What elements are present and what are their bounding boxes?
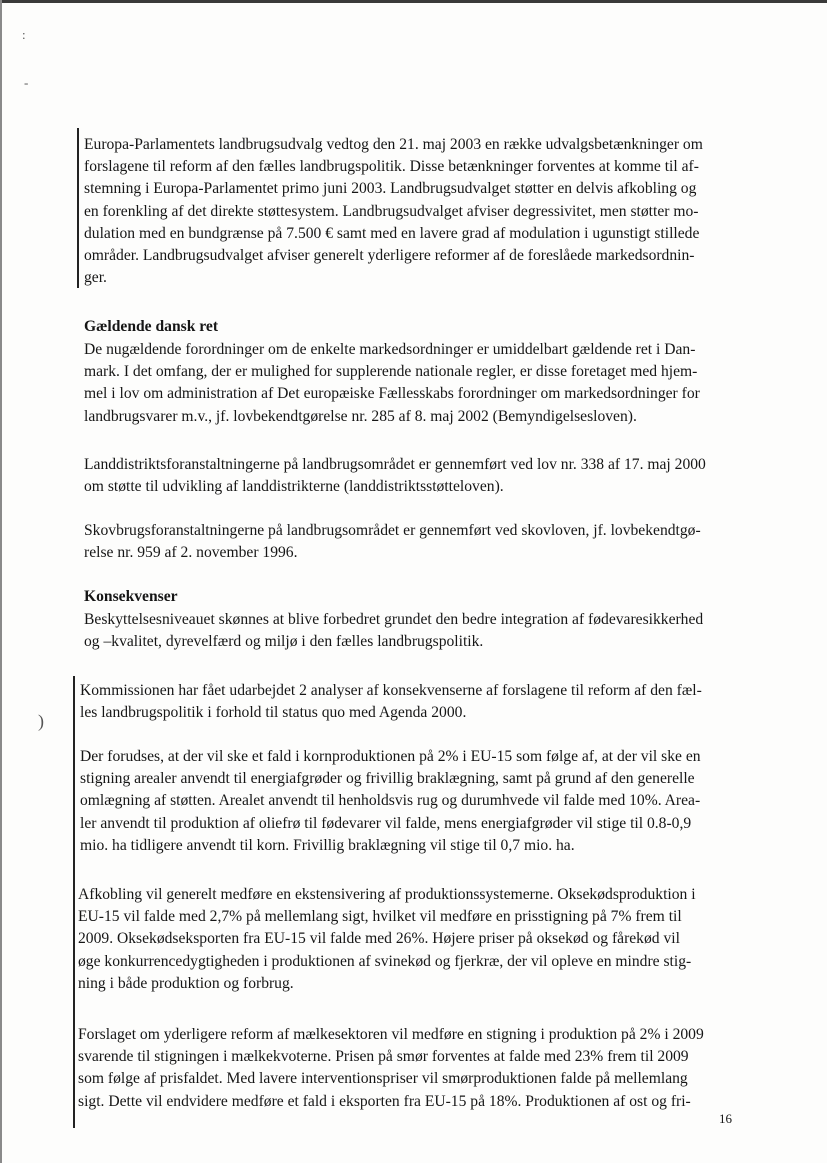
text-line: landbrugsvarer m.v., jf. lovbekendtgørelse nr. 285 af 8. maj 2002 (Bemyndigelsesloven). [84,407,637,425]
text-line: EU-15 vil falde med 2,7% på mellemlang sigt, hvilket vil medføre en prisstigning på 7% frem til [78,908,682,926]
heading-gaeldende-dansk-ret: Gældende dansk ret [84,318,219,335]
text-line: relse nr. 959 af 2. november 1996. [84,544,298,562]
text-line: områder. Landbrugsudvalget afviser generelt yderligere reformer af de foreslåede markedsordnin- [84,247,695,265]
text-line: en forenkling af det direkte støttesystem. Landbrugsudvalget afviser degressivitet, men støtter mo- [84,202,699,220]
text-line: mel i lov om administration af Det europæiske Fællesskabs forordninger om markedsordninger for [84,385,700,403]
konsekvenser-paragraph-2 [80,680,702,724]
text-line: mark. I det omfang, der er mulighed for supplerende nationale regler, er disse foretaget med hjem- [84,363,698,381]
text-line: dulation med en bundgrænse på 7.500 € samt med en lavere grad af modulation i ugunstigt stillede [84,224,700,242]
text-line: Beskyttelsesniveauet skønnes at blive forbedret grundet den bedre integration af fødevaresikkerhed [84,611,704,628]
text-line: 2009. Oksekødseksporten fra EU-15 vil falde med 26%. Højere priser på oksekød og fårekød vil [78,930,680,948]
text-line: sigt. Dette vil endvidere medføre et fald i eksporten fra EU-15 på 18%. Produktionen af ost og fri- [78,1092,691,1110]
change-bar [77,128,79,288]
page-number: 16 [719,1111,732,1126]
scan-speck: : [22,27,26,42]
scan-speck: - [24,75,29,90]
text-line: svarende til stigningen i mælkekvoterne. Prisen på smør forventes at falde med 23% frem til 2009 [78,1048,689,1066]
text-line: mio. ha tidligere anvendt til korn. Frivillig braklægning vil stige til 0,7 mio. ha. [80,836,575,854]
text-line: Kommissionen har fået udarbejdet 2 analyser af konsekvenserne af forslagene til reform af den fæl- [80,682,702,699]
text-line: og –kvalitet, dyrevelfærd og miljø i den fælles landbrugspolitik. [84,633,484,651]
text-line: stemning i Europa-Parlamentet primo juni 2003. Landbrugsudvalget støtter en delvis afkobling og [84,180,697,198]
change-bar [73,676,75,1128]
konsekvenser-paragraph-3 [80,746,701,857]
text-line: Skovbrugsforanstaltningerne på landbrugsområdet er gennemført ved skovloven, jf. lovbekendtgø- [84,522,701,539]
konsekvenser-paragraph-5 [78,1024,704,1113]
konsekvenser-paragraph-4 [78,884,696,995]
text-line: forslagene til reform af den fælles landbrugspolitik. Disse betænkninger forventes at komme til af- [84,158,699,176]
text-line: Afkobling vil generelt medføre en ekstensivering af produktionssystemerne. Oksekødsproduktion i [78,886,696,903]
gaeldende-paragraph-3 [84,520,701,564]
text-line: stigning arealer anvendt til energiafgrøder og frivillig braklægning, samt på grund af den generelle [80,770,695,788]
text-line: Europa-Parlamentets landbrugsudvalg vedtog den 21. maj 2003 en række udvalgsbetænkninger om [84,136,703,153]
text-line: De nugældende forordninger om de enkelte markedsordninger er umiddelbart gældende ret i Dan- [84,341,696,358]
text-line: ning i både produktion og forbrug. [78,974,294,992]
konsekvenser-paragraph-1 [84,609,703,653]
heading-konsekvenser: Konsekvenser [84,588,178,605]
gaeldende-paragraph-1 [84,339,700,428]
scan-top-edge [0,0,827,3]
text-line: Forslaget om yderligere reform af mælkesektoren vil medføre en stigning i produktion på 2% i 2009 [78,1026,704,1043]
text-line: Der forudses, at der vil ske et fald i kornproduktionen på 2% i EU-15 som følge af, at der vil ske en [80,748,701,765]
gaeldende-paragraph-2 [84,454,706,498]
scan-speck: ) [38,711,44,731]
text-line: Landdistriktsforanstaltningerne på landbrugsområdet er gennemført ved lov nr. 338 af 17. maj 2000 [84,456,706,473]
text-line: omlægning af støtten. Arealet anvendt til henholdsvis rug og durumhvede vil falde med 10%. Area- [80,792,701,810]
text-line: om støtte til udvikling af landdistrikterne (landdistriktsstøtteloven). [84,478,504,496]
intro-paragraph [84,134,703,289]
text-line: les landbrugspolitik i forhold til status quo med Agenda 2000. [80,704,467,722]
text-line: ger. [84,269,107,287]
text-line: som følge af prisfaldet. Med lavere interventionspriser vil smørproduktionen falde på mellemlang [78,1070,688,1088]
text-line: ler anvendt til produktion af oliefrø til fødevarer vil falde, mens energiafgrøder vil stige til 0.8-0,9 [80,814,692,832]
text-line: øge konkurrencedygtigheden i produktionen af svinekød og fjerkræ, der vil opleve en mindre stig- [78,952,692,970]
scan-left-edge [0,0,2,1163]
